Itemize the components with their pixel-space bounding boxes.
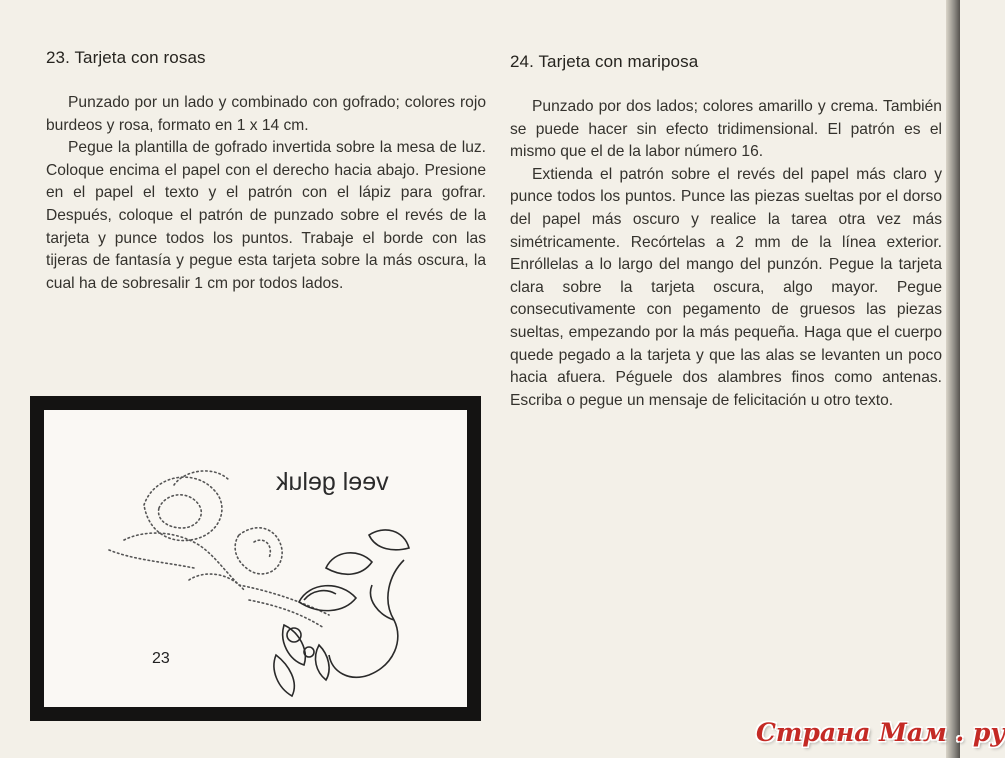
article-24	[510, 52, 942, 412]
mirrored-greeting: veel geluk	[276, 468, 389, 496]
article-23-paragraph-1: Punzado por un lado y combinado con gofrado; colores rojo burdeos y rosa, formato en 1 x 14 cm.	[46, 94, 486, 134]
article-24-paragraph-1: Punzado por dos lados; colores amarillo y crema. También se puede hacer sin efecto tridimensional. El patrón es el mismo que el de la labor número 16.	[510, 98, 942, 161]
article-24-paragraph-2: Extienda el patrón sobre el revés del papel más claro y punce todos los puntos. Punce las piezas sueltas por el dorso del papel más oscuro y realice la tarea otra vez más simétricamente. Recórtelas a 2 mm de la línea exterior. Enróllelas a lo largo del mango del punzón. Pegue la tarjeta clara sobre la tarjeta oscura, algo mayor. Pegue consecutivamente con pegamento de gruesos las piezas sueltas, empezando por la más pequeña. Haga que el cuerpo quede pegado a la tarjeta y que las alas se levanten un poco hacia afuera. Péguele dos alambres finos como antenas. Escriba o pegue un mensaje de felicitación u otro texto.	[510, 165, 942, 409]
card-photo-frame	[30, 396, 481, 721]
site-watermark: Страна Мам . ру	[756, 718, 1005, 747]
article-23-title: 23. Tarjeta con rosas	[46, 48, 206, 67]
page-edge-shadow	[946, 0, 960, 758]
rose-card	[44, 410, 467, 707]
article-23-paragraph-2: Pegue la plantilla de gofrado invertida sobre la mesa de luz. Coloque encima el papel con el derecho hacia abajo. Presione en el papel el texto y el patrón con el lápiz para gofrar. Después, coloque el patrón de punzado sobre el revés de la tarjeta y punce todos los puntos. Trabaje el borde con las tijeras de fantasía y pegue esta tarjeta sobre la más oscura, la cual ha de sobresalir 1 cm por todos lados.	[46, 139, 486, 292]
article-23	[46, 48, 486, 295]
figure-number: 23	[152, 650, 170, 667]
article-24-title: 24. Tarjeta con mariposa	[510, 52, 699, 71]
